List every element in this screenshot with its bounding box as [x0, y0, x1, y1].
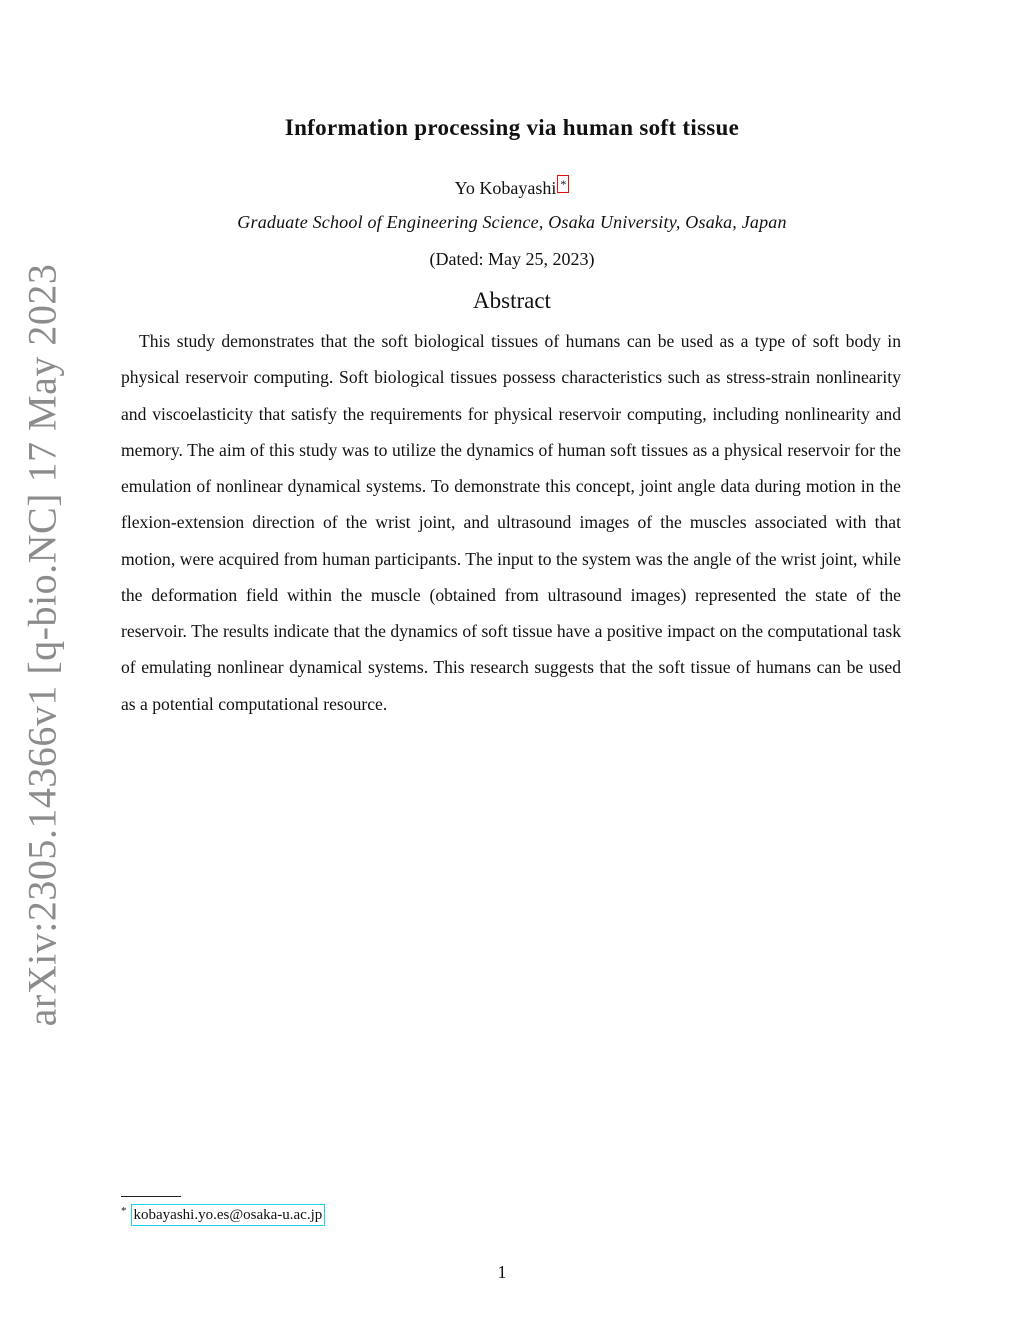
date-line: (Dated: May 25, 2023)	[429, 249, 595, 269]
author-footnote-link[interactable]: *	[557, 175, 569, 193]
author-name: Yo Kobayashi	[454, 178, 557, 198]
paper-title: Information processing via human soft tissue	[284, 115, 740, 140]
abstract-heading: Abstract	[473, 288, 551, 313]
author-email-link[interactable]: kobayashi.yo.es@osaka-u.ac.jp	[131, 1204, 326, 1226]
footnote-marker: *	[121, 1205, 127, 1217]
abstract-text: This study demonstrates that the soft biological tissues of humans can be used as a type of soft body in physical reservoir computing. Soft biological tissues possess characteristics such as stress-strain nonlinearity and viscoelasticity that satisfy the requirements for physical reservoir computing, including nonlinearity and memory. The aim of this study was to utilize the dynamics of human soft tissues as a physical reservoir for the emulation of nonlinear dynamical systems. To demonstrate this concept, joint angle data during motion in the flexion-extension direction of the wrist joint, and ultrasound images of the muscles associated with that motion, were acquired from human participants. The input to the system was the angle of the wrist joint, while the deformation field within the muscle (obtained from ultrasound images) represented the state of the reservoir. The results indicate that the dynamics of soft tissue have a positive impact on the computational task of emulating nonlinear dynamical systems. This research suggests that the soft tissue of humans can be used as a potential computational resource.	[121, 331, 901, 714]
page-number: 1	[497, 1262, 507, 1282]
arxiv-identifier-stamp: arXiv:2305.14366v1 [q-bio.NC] 17 May 2023	[19, 263, 65, 1027]
footnote-divider	[121, 1196, 181, 1197]
author-affiliation: Graduate School of Engineering Science, Osaka University, Osaka, Japan	[237, 212, 787, 232]
footnote	[121, 1204, 325, 1226]
author-line	[0, 175, 1024, 199]
